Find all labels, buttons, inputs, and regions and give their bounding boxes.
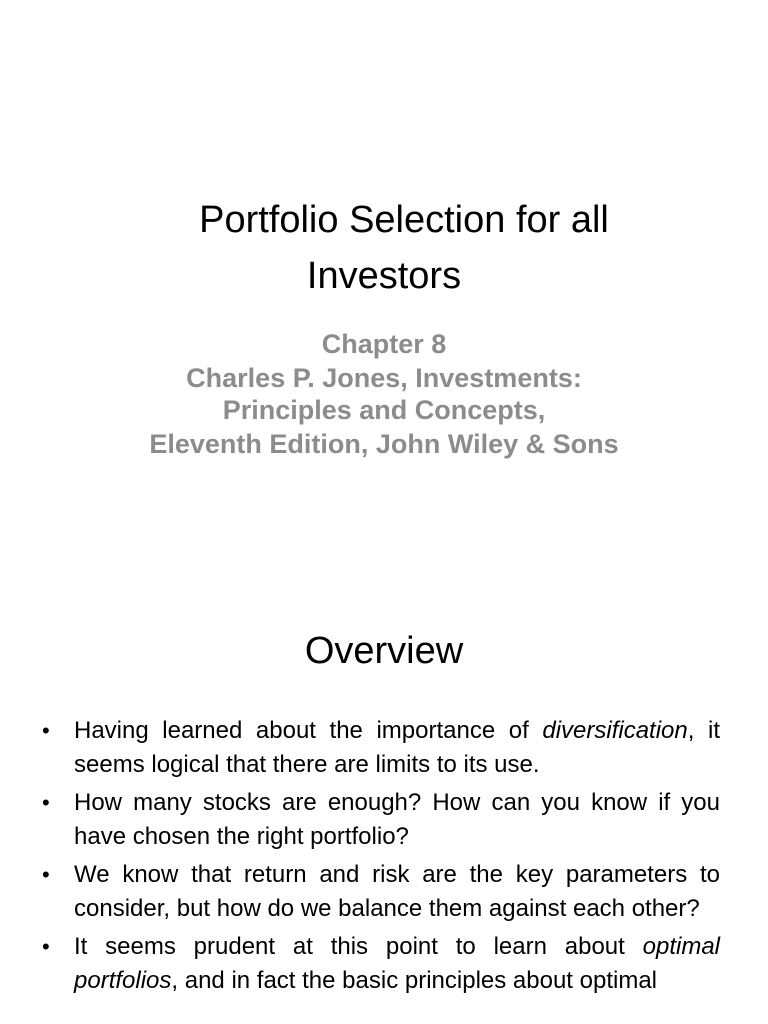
slide-title-line-2: Investors	[306, 255, 462, 297]
subtitle-book: Principles and Concepts,	[222, 395, 546, 425]
subtitle-publisher: Eleventh Edition, John Wiley & Sons	[149, 429, 619, 459]
bullet-text: We know that return and risk are the key parameters to consider, but how do we balance them against each other?	[74, 861, 720, 922]
bullet-item	[40, 858, 720, 926]
bullet-item	[40, 930, 720, 998]
bullet-item	[40, 786, 720, 854]
bullet-text: , it seems logical that there are limits to its use.	[74, 717, 721, 778]
bullet-dot-icon: •	[42, 790, 50, 815]
bullet-text: How many stocks are enough? How can you know if you have chosen the right portfolio?	[74, 789, 720, 850]
overview-slide	[0, 576, 768, 1024]
subtitle-author: Charles P. Jones, Investments:	[186, 363, 582, 393]
slide-title-line-1: Portfolio Selection for all	[199, 199, 609, 241]
bullet-item	[40, 714, 720, 782]
bullet-dot-icon: •	[42, 934, 50, 959]
bullet-text: , and in fact the basic principles about optimal	[171, 967, 658, 994]
overview-title: Overview	[304, 630, 464, 672]
bullet-emphasis: diversification	[542, 717, 688, 744]
bullet-text: It seems prudent at this point to learn about	[74, 933, 643, 960]
bullet-dot-icon: •	[42, 862, 50, 887]
slide-subtitle	[80, 326, 688, 462]
bullet-emphasis: optimal portfolios	[74, 933, 720, 994]
subtitle-chapter: Chapter 8	[321, 329, 447, 359]
bullet-list	[40, 714, 720, 1002]
bullet-text: Having learned about the importance of	[74, 717, 543, 744]
slide-title	[80, 192, 688, 304]
bullet-dot-icon: •	[42, 718, 50, 743]
